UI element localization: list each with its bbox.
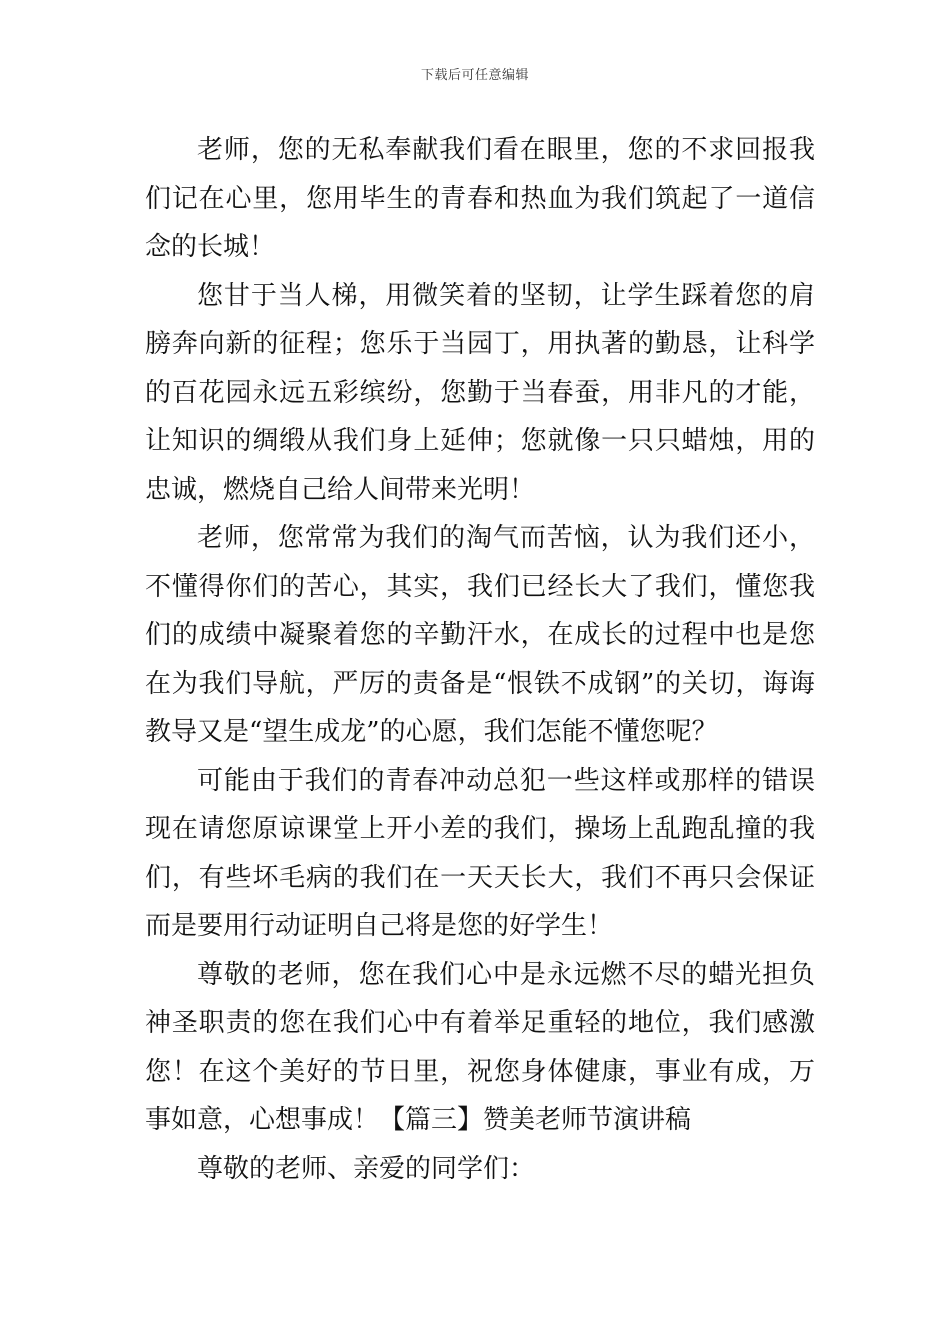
paragraph: 尊敬的老师、亲爱的同学们： (197, 1153, 536, 1184)
paragraph: 尊敬的老师，您在我们心中是永远燃不尽的蜡光担负神圣职责的您在我们心中有着举足重轻的地位，我们感激您！在这个美好的节日里，祝您身体健康，事业有成，万事如意，心想事成！【篇三】赞美老师节演讲稿 (145, 959, 815, 1135)
header-note: 下载后可任意编辑 (420, 68, 529, 83)
paragraph: 可能由于我们的青春冲动总犯一些这样或那样的错误现在请您原谅课堂上开小差的我们，操场上乱跑乱撞的我们，有些坏毛病的我们在一天天长大，我们不再只会保证而是要用行动证明自己将是您的好学生！ (145, 765, 815, 941)
paragraph: 老师，您的无私奉献我们看在眼里，您的不求回报我们记在心里，您用毕生的青春和热血为我们筑起了一道信念的长城！ (145, 135, 815, 262)
paragraph: 老师，您常常为我们的淘气而苦恼，认为我们还小，不懂得你们的苦心，其实，我们已经长大了我们，懂您我们的成绩中凝聚着您的辛勤汗水，在成长的过程中也是您在为我们导航，严厉的责备是“恨铁不成钢”的关切，诲诲教导又是“望生成龙”的心愿，我们怎能不懂您呢？ (145, 523, 815, 747)
paragraph: 您甘于当人梯，用微笑着的坚韧，让学生踩着您的肩膀奔向新的征程；您乐于当园丁，用执著的勤恳，让科学的百花园永远五彩缤纷，您勤于当春蚕，用非凡的才能，让知识的绸缎从我们身上延伸；您就像一只只蜡烛，用的忠诚，燃烧自己给人间带来光明！ (145, 280, 815, 505)
document-body (145, 126, 815, 1193)
